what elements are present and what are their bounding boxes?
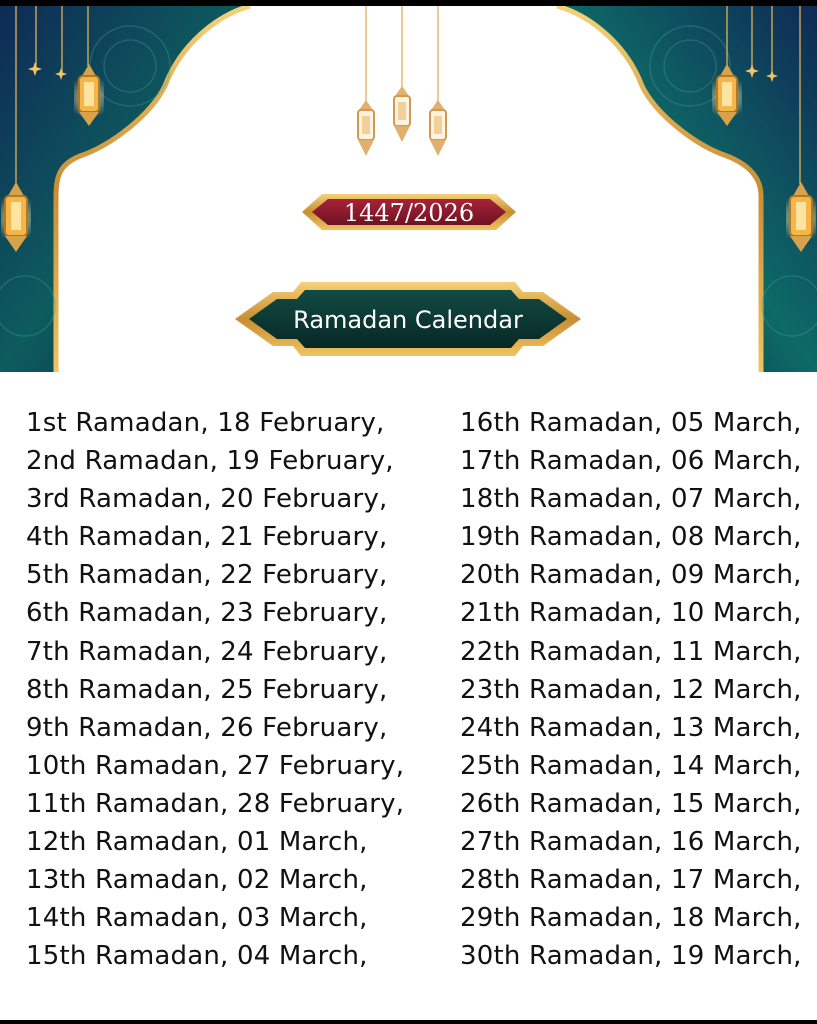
calendar-entry: 24th Ramadan, 13 March, bbox=[460, 712, 802, 743]
calendar-entry: 23th Ramadan, 12 March, bbox=[460, 674, 802, 705]
calendar-entry: 30th Ramadan, 19 March, bbox=[460, 941, 802, 972]
calendar-entry: 8th Ramadan, 25 February, bbox=[26, 674, 388, 705]
calendar-page bbox=[0, 6, 817, 1020]
calendar-entry: 12th Ramadan, 01 March, bbox=[26, 827, 368, 858]
calendar-entry: 19th Ramadan, 08 March, bbox=[460, 522, 802, 553]
calendar-entry: 2nd Ramadan, 19 February, bbox=[26, 446, 394, 477]
calendar-entry: 9th Ramadan, 26 February, bbox=[26, 712, 388, 743]
hanging-lantern-icon bbox=[74, 62, 104, 132]
calendar-entry: 16th Ramadan, 05 March, bbox=[460, 408, 802, 438]
calendar-entry: 10th Ramadan, 27 February, bbox=[26, 750, 405, 781]
calendar-entry: 14th Ramadan, 03 March, bbox=[26, 903, 368, 934]
calendar-entry: 25th Ramadan, 14 March, bbox=[460, 750, 802, 781]
calendar-entry: 6th Ramadan, 23 February, bbox=[26, 598, 388, 629]
title-badge bbox=[233, 274, 583, 364]
calendar-entry: 13th Ramadan, 02 March, bbox=[26, 865, 368, 896]
calendar-column-right bbox=[460, 404, 802, 975]
hanging-lantern-icon bbox=[712, 62, 742, 132]
calendar-entry: 21th Ramadan, 10 March, bbox=[460, 598, 802, 629]
calendar-entry: 28th Ramadan, 17 March, bbox=[460, 865, 802, 896]
calendar-entry: 17th Ramadan, 06 March, bbox=[460, 446, 802, 477]
star-icon bbox=[766, 70, 778, 82]
hanging-lantern-icon bbox=[354, 98, 378, 162]
calendar-entry: 3rd Ramadan, 20 February, bbox=[26, 484, 388, 515]
calendar-entry: 20th Ramadan, 09 March, bbox=[460, 560, 802, 591]
calendar-entry: 1st Ramadan, 18 February, bbox=[26, 408, 385, 438]
star-icon bbox=[55, 68, 67, 80]
calendar-entry: 29th Ramadan, 18 March, bbox=[460, 903, 802, 934]
calendar-entry: 5th Ramadan, 22 February, bbox=[26, 560, 388, 591]
page-title: Ramadan Calendar bbox=[293, 306, 523, 334]
calendar-entry: 7th Ramadan, 24 February, bbox=[26, 636, 388, 667]
star-icon bbox=[745, 64, 759, 78]
calendar-entry: 4th Ramadan, 21 February, bbox=[26, 522, 388, 553]
calendar-entry: 15th Ramadan, 04 March, bbox=[26, 941, 368, 972]
calendar-column-left bbox=[26, 404, 404, 975]
calendar-entry: 27th Ramadan, 16 March, bbox=[460, 827, 802, 858]
hanging-lantern-icon bbox=[426, 98, 450, 162]
calendar-entry: 11th Ramadan, 28 February, bbox=[26, 788, 405, 819]
year-text: 1447/2026 bbox=[343, 199, 475, 227]
hanging-lantern-icon bbox=[786, 180, 816, 258]
decorative-banner bbox=[0, 6, 817, 372]
hanging-lantern-icon bbox=[1, 180, 31, 258]
year-badge bbox=[298, 182, 520, 242]
hanging-lantern-icon bbox=[390, 84, 414, 148]
calendar-entry: 26th Ramadan, 15 March, bbox=[460, 788, 802, 819]
star-icon bbox=[28, 62, 42, 76]
calendar-entry: 18th Ramadan, 07 March, bbox=[460, 484, 802, 515]
calendar-entry: 22th Ramadan, 11 March, bbox=[460, 636, 802, 667]
